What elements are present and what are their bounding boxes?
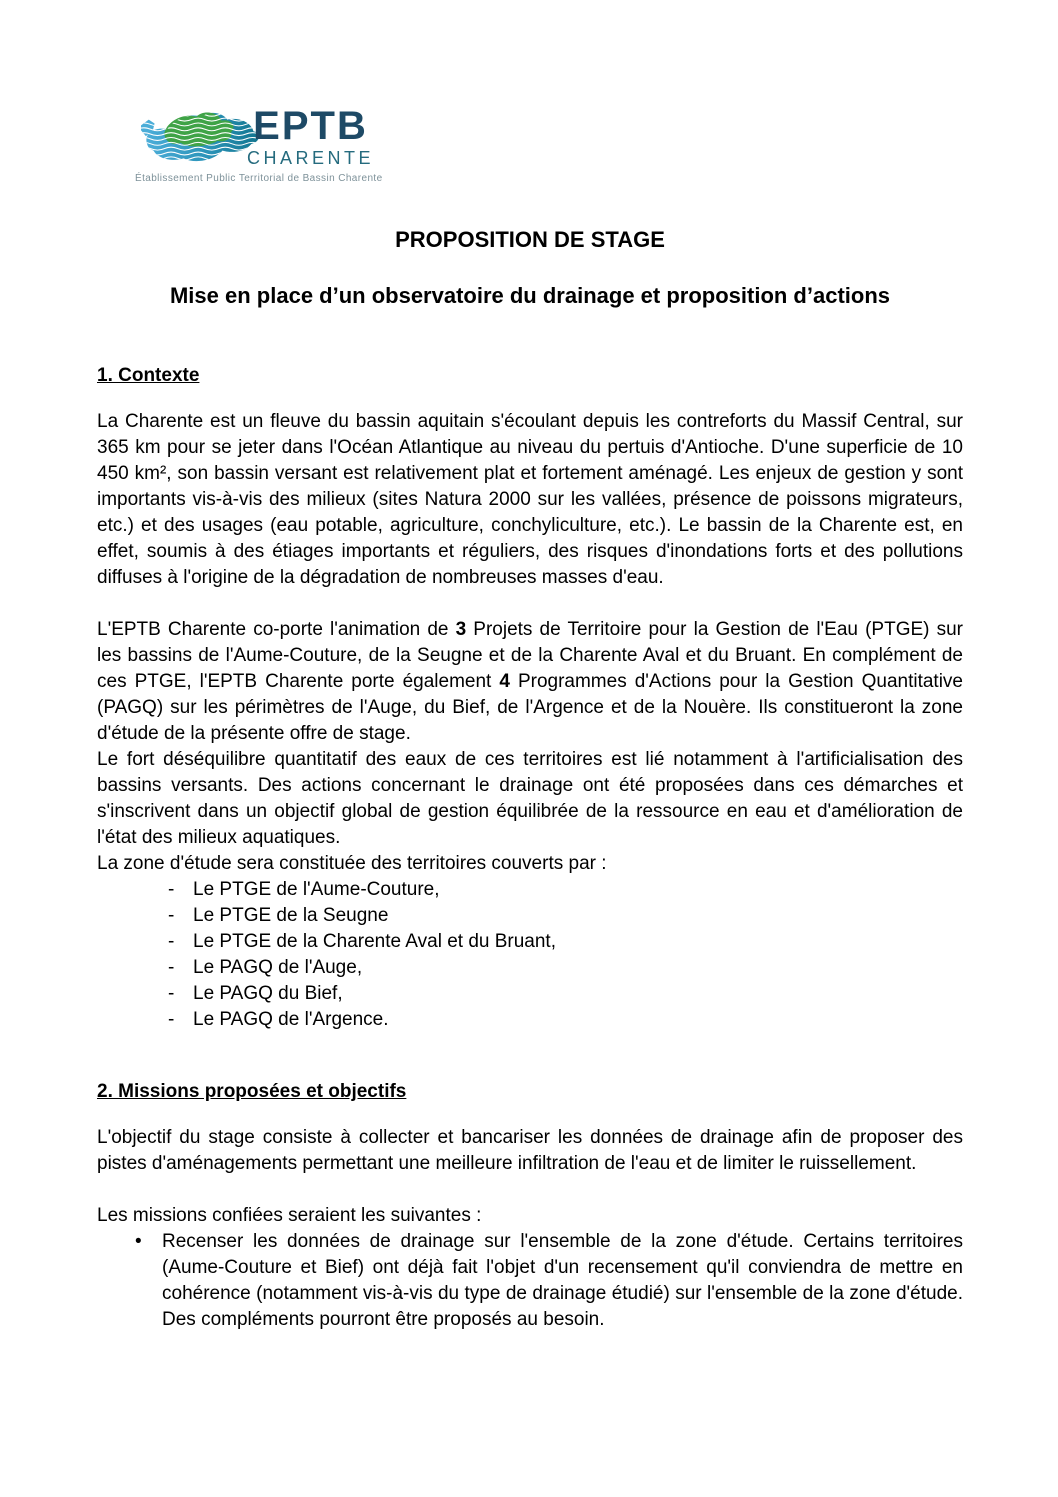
dash-marker: - — [168, 879, 175, 900]
dash-marker: - — [168, 905, 175, 926]
dash-marker: - — [168, 983, 175, 1004]
bullet-marker: • — [135, 1231, 142, 1252]
missions-intro-line: Les missions confiées seraient les suivantes : — [97, 1205, 482, 1226]
list-item-label: Le PTGE de la Seugne — [193, 905, 389, 926]
list-item-label: Le PTGE de l'Aume-Couture, — [193, 879, 440, 900]
context-paragraph-1: La Charente est un fleuve du bassin aquitain s'écoulant depuis les contreforts du Massif Central, sur 365 km pour se jeter dans l'Océan Atlantique au niveau du pertuis d'Antioche. D'une superficie de 10 450 km², son bassin versant est relativement plat et fortement aménagé. Les enjeux de gestion y sont importants vis-à-vis des milieux (sites Natura 2000 sur les vallées, présence de poissons migrateurs, etc.) et des usages (eau potable, agriculture, conchyliculture, etc.). Le bassin de la Charente est, en effet, soumis à des étiages importants et réguliers, des risques d'inondations forts et des pollutions diffuses à l'origine de la dégradation de nombreuses masses d'eau. — [97, 411, 963, 588]
zone-territories-list — [97, 877, 963, 1033]
list-item-label: Le PAGQ de l'Auge, — [193, 957, 363, 978]
context-paragraph-2 — [97, 617, 963, 747]
list-item-label: Le PAGQ du Bief, — [193, 983, 343, 1004]
context-p2-number-2: 4 — [499, 671, 510, 692]
list-item — [97, 903, 963, 929]
document-content — [97, 227, 963, 1333]
list-item-label: Le PTGE de la Charente Aval et du Bruant, — [193, 931, 556, 952]
list-item — [97, 1007, 963, 1033]
list-item — [97, 955, 963, 981]
context-paragraph-3: Le fort déséquilibre quantitatif des eaux de ces territoires est lié notamment à l'artificialisation des bassins versants. Des actions concernant le drainage ont été proposées dans ces démarches et s'inscrivent dans un objectif global de gestion équilibrée de la ressource en eau et d'amélioration de l'état des milieux aquatiques. — [97, 749, 963, 848]
context-p2-part-a: L'EPTB Charente co-porte l'animation de — [97, 619, 456, 640]
section-2-heading: 2. Missions proposées et objectifs — [97, 1081, 407, 1102]
missions-paragraph-1: L'objectif du stage consiste à collecter et bancariser les données de drainage afin de proposer des pistes d'aménagements permettant une meilleure infiltration de l'eau et de limiter le ruissellement. — [97, 1127, 963, 1174]
dash-marker: - — [168, 957, 175, 978]
context-p2-number-1: 3 — [455, 619, 467, 640]
list-item — [97, 877, 963, 903]
dash-marker: - — [168, 1009, 175, 1030]
logo-acronym: EPTB — [253, 104, 368, 148]
document-title: PROPOSITION DE STAGE — [395, 227, 665, 252]
logo-tagline: Établissement Public Territorial de Bassin Charente — [135, 173, 383, 184]
eptb-logo — [135, 104, 383, 191]
logo-text — [247, 105, 374, 168]
logo-name: CHARENTE — [247, 148, 375, 168]
bullet-item — [97, 1229, 963, 1333]
list-item — [97, 981, 963, 1007]
section-1-heading: 1. Contexte — [97, 365, 200, 386]
context-p2-part-b: Projets de Territoire pour la Gestion de l'Eau (PTGE) sur les bassins de l'Aume-Couture, de la Seugne et de la Charente Aval et du Bruant. En complément de ces PTGE, l'EPTB Charente porte également — [97, 619, 963, 692]
dash-marker: - — [168, 931, 175, 952]
zone-intro-line: La zone d'étude sera constituée des territoires couverts par : — [97, 853, 607, 874]
missions-bullet-list — [97, 1229, 963, 1333]
list-item — [97, 929, 963, 955]
document-subtitle: Mise en place d’un observatoire du drainage et proposition d’actions — [169, 283, 891, 308]
context-p2-part-c: Programmes d'Actions pour la Gestion Quantitative (PAGQ) sur les périmètres de l'Auge, du Bief, de l'Argence et de la Nouère. Ils constitueront la zone d'étude de la présente offre de stage. — [97, 671, 963, 744]
list-item-label: Le PAGQ de l'Argence. — [193, 1009, 389, 1030]
bullet-item-text: Recenser les données de drainage sur l'ensemble de la zone d'étude. Certains territoires (Aume-Couture et Bief) ont déjà fait l'objet d'un recensement qu'il conviendra de mettre en cohérence (notamment vis-à-vis du type de drainage étudié) sur l'ensemble de la zone d'étude. Des compléments pourront être proposés au besoin. — [162, 1231, 963, 1330]
